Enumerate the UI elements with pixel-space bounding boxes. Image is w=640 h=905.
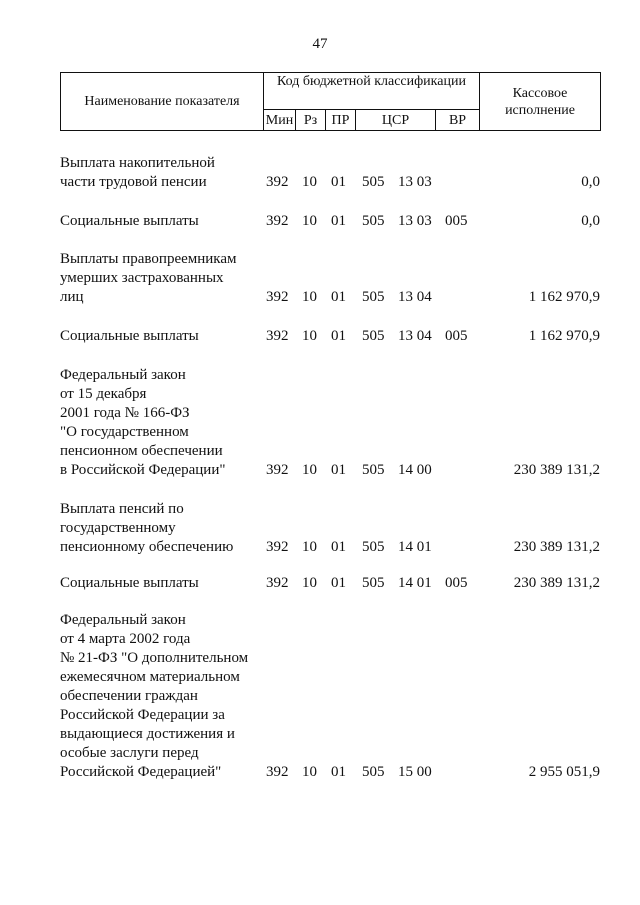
row-min: 392 xyxy=(266,539,289,555)
row-min: 392 xyxy=(266,575,289,591)
row-csr-target: 505 xyxy=(362,462,385,478)
header-csr: ЦСР xyxy=(356,110,436,131)
row-pr: 01 xyxy=(331,764,346,780)
header-cash: Кассовое исполнение xyxy=(480,73,601,131)
row-pr: 01 xyxy=(331,575,346,591)
row-name: Выплата пенсий по государственному пенсионному обеспечению xyxy=(60,501,234,555)
row-csr-target: 505 xyxy=(362,764,385,780)
header-code-group: Код бюджетной классификации xyxy=(264,73,480,110)
row-csr-code: 14 00 xyxy=(398,462,432,478)
row-name: Федеральный закон от 4 марта 2002 года № 21-ФЗ "О дополнительном ежемесячном материальном обеспечении граждан Российской Федерации за выдающиеся достижения и особые заслуги перед Российской Федерацией" xyxy=(60,612,249,780)
header-min: Мин xyxy=(264,110,296,131)
row-amount: 230 389 131,2 xyxy=(513,462,600,478)
row-rz: 10 xyxy=(302,174,317,190)
row-csr-code: 13 04 xyxy=(398,328,432,344)
row-amount: 1 162 970,9 xyxy=(528,289,600,305)
row-csr-target: 505 xyxy=(362,213,385,229)
row-rz: 10 xyxy=(302,764,317,780)
table-header xyxy=(60,72,601,131)
row-rz: 10 xyxy=(302,539,317,555)
row-name: Федеральный закон от 15 декабря 2001 года № 166-ФЗ "О государственном пенсионном обеспечении в Российской Федерации" xyxy=(60,367,226,478)
row-rz: 10 xyxy=(302,289,317,305)
row-csr-code: 15 00 xyxy=(398,764,432,780)
row-min: 392 xyxy=(266,764,289,780)
row-pr: 01 xyxy=(331,213,346,229)
row-min: 392 xyxy=(266,174,289,190)
header-vr: ВР xyxy=(436,110,480,131)
table-row xyxy=(60,152,600,192)
table-row xyxy=(60,498,600,557)
row-pr: 01 xyxy=(331,289,346,305)
row-csr-target: 505 xyxy=(362,575,385,591)
row-amount: 0,0 xyxy=(581,213,600,229)
table-row xyxy=(60,248,600,307)
row-name: Социальные выплаты xyxy=(60,328,199,344)
header-name: Наименование показателя xyxy=(61,73,264,131)
row-name: Социальные выплаты xyxy=(60,575,199,591)
table-row xyxy=(60,572,600,593)
row-name: Социальные выплаты xyxy=(60,213,199,229)
row-rz: 10 xyxy=(302,462,317,478)
row-amount: 0,0 xyxy=(581,174,600,190)
header-rz: Рз xyxy=(296,110,326,131)
row-amount: 230 389 131,2 xyxy=(513,575,600,591)
row-amount: 1 162 970,9 xyxy=(528,328,600,344)
row-pr: 01 xyxy=(331,462,346,478)
header-pr: ПР xyxy=(326,110,356,131)
table-row xyxy=(60,365,600,480)
row-name: Выплата накопительной части трудовой пенсии xyxy=(60,155,215,190)
row-amount: 230 389 131,2 xyxy=(513,539,600,555)
page-number: 47 xyxy=(312,36,328,52)
row-vr: 005 xyxy=(445,575,468,591)
row-csr-code: 13 03 xyxy=(398,213,432,229)
table-row xyxy=(60,610,600,782)
row-rz: 10 xyxy=(302,328,317,344)
row-csr-code: 14 01 xyxy=(398,575,432,591)
row-name: Выплаты правопреемникам умерших застрахованных лиц xyxy=(60,251,237,305)
row-vr: 005 xyxy=(445,213,468,229)
row-pr: 01 xyxy=(331,539,346,555)
row-min: 392 xyxy=(266,289,289,305)
row-amount: 2 955 051,9 xyxy=(528,764,600,780)
row-min: 392 xyxy=(266,328,289,344)
row-rz: 10 xyxy=(302,213,317,229)
table-row xyxy=(60,210,600,231)
row-csr-target: 505 xyxy=(362,328,385,344)
row-csr-target: 505 xyxy=(362,289,385,305)
row-min: 392 xyxy=(266,213,289,229)
row-vr: 005 xyxy=(445,328,468,344)
row-csr-code: 13 04 xyxy=(398,289,432,305)
row-rz: 10 xyxy=(302,575,317,591)
row-csr-target: 505 xyxy=(362,539,385,555)
table-row xyxy=(60,325,600,346)
row-csr-target: 505 xyxy=(362,174,385,190)
row-csr-code: 14 01 xyxy=(398,539,432,555)
row-pr: 01 xyxy=(331,174,346,190)
row-min: 392 xyxy=(266,462,289,478)
row-csr-code: 13 03 xyxy=(398,174,432,190)
row-pr: 01 xyxy=(331,328,346,344)
